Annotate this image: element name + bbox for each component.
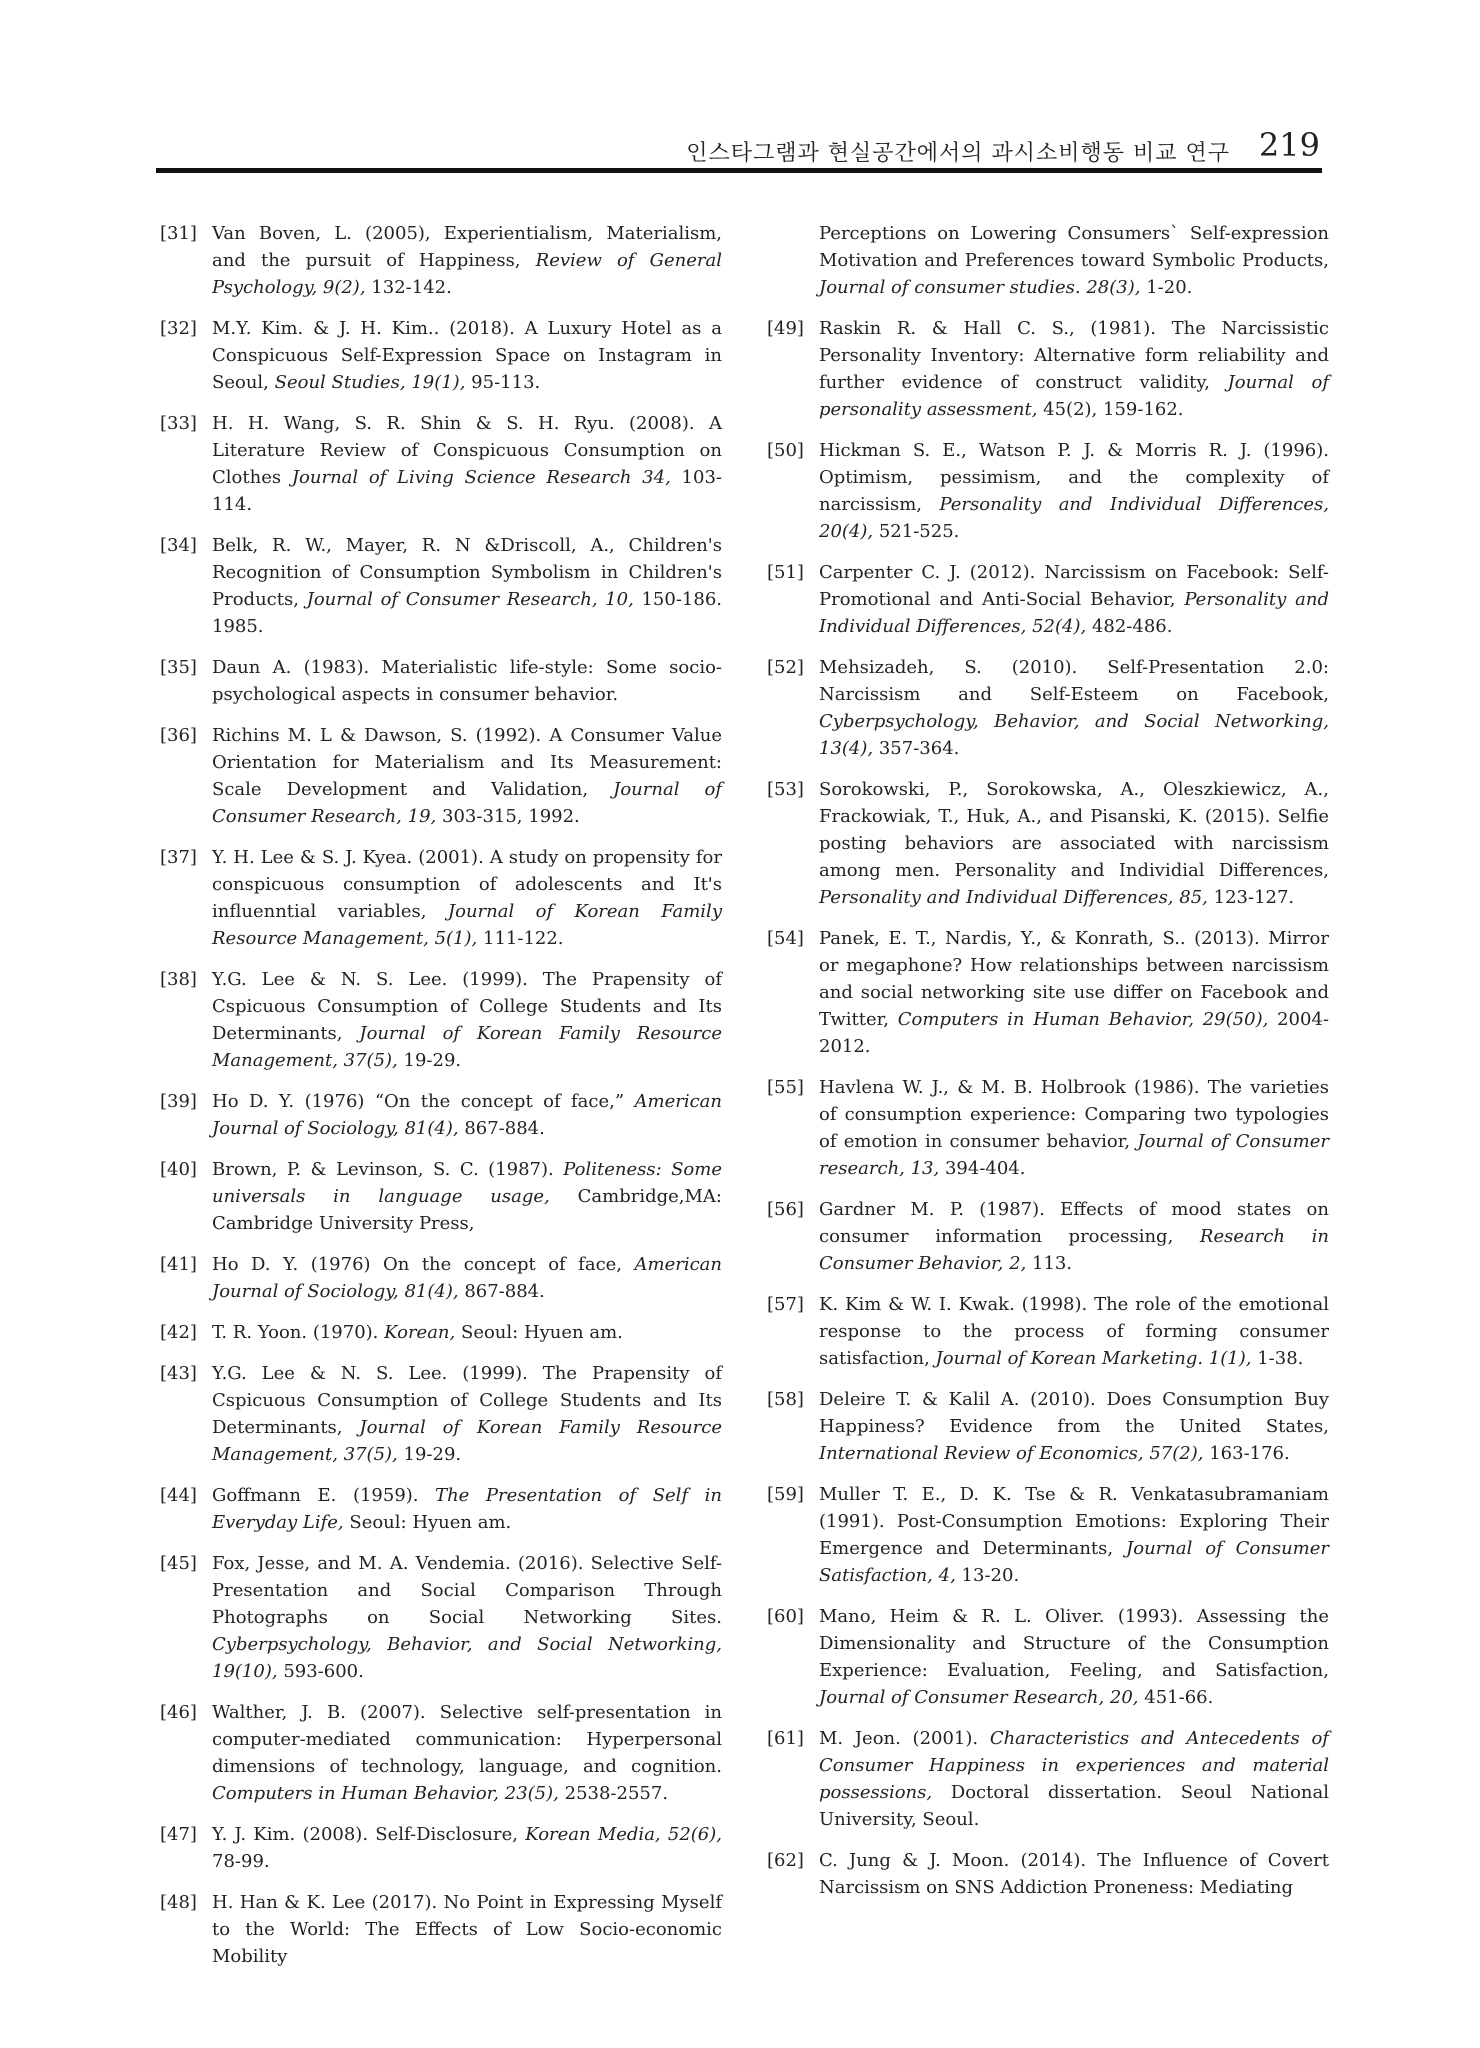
reference-text (819, 315, 1329, 423)
reference-journal: Review of General Psychology, 9(2), (212, 250, 722, 298)
reference-text (819, 1725, 1329, 1833)
reference-journal: Journal of Consumer Research, 19, (212, 779, 722, 827)
reference-text (819, 1196, 1329, 1277)
reference-citation: Sorokowski, P., Sorokowska, A., Oleszkiewicz, A., Frackowiak, T., Huk, A., and Pisanski, K. (2015). Selfie posting behaviors are associated with narcissism among men. Personality and Individial Differences, (819, 779, 1329, 881)
reference-entry (160, 722, 722, 830)
reference-citation: Muller T. E., D. K. Tse & R. Venkatasubramaniam (1991). Post-Consumption Emotions: Exploring Their Emergence and Determinants, (819, 1484, 1329, 1559)
reference-journal: Politeness: Some universals in language usage, (212, 1159, 722, 1207)
reference-text (819, 1074, 1329, 1182)
reference-journal: Korean Media, 52(6), (525, 1824, 722, 1845)
reference-citation: Panek, E. T., Nardis, Y., & Konrath, S.. (2013). Mirror or megaphone? How relationships between narcissism and social networking site use differ on Facebook and Twitter, (819, 928, 1329, 1030)
reference-citation: Mehsizadeh, S. (2010). Self-Presentation 2.0: Narcissism and Self-Esteem on Facebook, (819, 657, 1329, 705)
reference-citation: Y. H. Lee & S. J. Kyea. (2001). A study on propensity for conspicuous consumption of adolescents and It's influenntial variables, (212, 847, 722, 922)
reference-number: [53] (767, 779, 804, 800)
reference-pages: 303-315, 1992. (442, 806, 580, 827)
reference-citation: Carpenter C. J. (2012). Narcissism on Facebook: Self-Promotional and Anti-Social Behavior, (819, 562, 1329, 610)
reference-journal: Computers in Human Behavior, 29(50), (897, 1009, 1269, 1030)
reference-entry (767, 1603, 1329, 1711)
reference-number: [39] (160, 1091, 197, 1112)
reference-pages: Seoul: Hyuen am. (460, 1322, 623, 1343)
reference-pages: 132-142. (371, 277, 452, 298)
reference-entry (160, 654, 722, 708)
reference-text (212, 315, 722, 396)
reference-journal: Journal of consumer studies. 28(3), (819, 277, 1141, 298)
reference-entry (160, 1360, 722, 1468)
reference-entry (160, 532, 722, 640)
reference-journal: Personality and Individual Differences, 85, (819, 887, 1208, 908)
reference-journal: Seoul Studies, 19(1), (274, 372, 466, 393)
reference-pages: 113. (1032, 1253, 1073, 1274)
reference-number: [40] (160, 1159, 197, 1180)
reference-pages: 111-122. (483, 928, 564, 949)
reference-citation: Y. J. Kim. (2008). Self-Disclosure, (212, 1824, 519, 1845)
reference-entry (160, 1482, 722, 1536)
reference-journal: Journal of Consumer Research, 10, (306, 589, 634, 610)
reference-text (212, 844, 722, 952)
reference-journal: American Journal of Sociology, 81(4), (212, 1091, 722, 1139)
reference-journal: Journal of Consumer Satisfaction, 4, (819, 1538, 1329, 1586)
reference-citation: Gardner M. P. (1987). Effects of mood states on consumer information processing, (819, 1199, 1329, 1247)
reference-entry (767, 925, 1329, 1060)
reference-entry (160, 1156, 722, 1237)
reference-number: [57] (767, 1294, 804, 1315)
reference-text (819, 559, 1329, 640)
reference-text (819, 1481, 1329, 1589)
reference-pages: 1-20. (1146, 277, 1193, 298)
reference-number: [56] (767, 1199, 804, 1220)
reference-entry (160, 966, 722, 1074)
reference-citation: Belk, R. W., Mayer, R. N &Driscoll, A., Children's Recognition of Consumption Symbolism in Children's Products, (212, 535, 722, 610)
reference-number: [58] (767, 1389, 804, 1410)
reference-number: [38] (160, 969, 197, 990)
reference-text (819, 776, 1329, 911)
reference-pages: 19-29. (403, 1050, 462, 1071)
reference-text (819, 654, 1329, 762)
reference-pages: 1-38. (1257, 1348, 1304, 1369)
reference-number: [55] (767, 1077, 804, 1098)
reference-citation: H. H. Wang, S. R. Shin & S. H. Ryu. (2008). A Literature Review of Conspicuous Consumption on Clothes (212, 413, 722, 488)
reference-citation: Brown, P. & Levinson, S. C. (1987). (212, 1159, 554, 1180)
reference-journal: Research in Consumer Behavior, 2, (819, 1226, 1329, 1274)
reference-journal: Korean, (384, 1322, 456, 1343)
reference-number: [60] (767, 1606, 804, 1627)
reference-entry (160, 1699, 722, 1807)
reference-citation: Havlena W. J., & M. B. Holbrook (1986). The varieties of consumption experience: Comparing two typologies of emotion in consumer behavior, (819, 1077, 1329, 1152)
reference-pages: 163-176. (1209, 1443, 1290, 1464)
reference-text (212, 1319, 722, 1346)
reference-journal: Personality and Individual Differences, 20(4), (819, 494, 1329, 542)
reference-pages: 521-525. (878, 521, 960, 542)
reference-text (212, 410, 722, 518)
reference-text (212, 1550, 722, 1685)
reference-journal: Personality and Individual Differences, 52(4), (819, 589, 1329, 637)
reference-text (212, 1482, 722, 1536)
reference-citation: Hickman S. E., Watson P. J. & Morris R. J. (1996). Optimism, pessimism, and the complexity of narcissism, (819, 440, 1329, 515)
reference-citation: Deleire T. & Kalil A. (2010). Does Consumption Buy Happiness? Evidence from the United States, (819, 1389, 1329, 1437)
reference-journal: Cyberpsychology, Behavior, and Social Networking, 13(4), (819, 711, 1329, 759)
reference-entry (767, 1386, 1329, 1467)
reference-entry (767, 1074, 1329, 1182)
reference-citation: H. Han & K. Lee (2017). No Point in Expressing Myself to the World: The Effects of Low Socio-economic Mobility (212, 1892, 722, 1967)
reference-citation: M.Y. Kim. & J. H. Kim.. (2018). A Luxury Hotel as a Conspicuous Self-Expression Space on Instagram in Seoul, (212, 318, 722, 393)
reference-text (819, 220, 1329, 301)
reference-citation: K. Kim & W. I. Kwak. (1998). The role of the emotional response to the process of forming consumer satisfaction, (819, 1294, 1329, 1369)
reference-text (212, 532, 722, 640)
reference-number: [32] (160, 318, 197, 339)
reference-pages: Doctoral dissertation. Seoul National University, Seoul. (819, 1782, 1329, 1830)
reference-journal: Journal of personality assessment, (819, 372, 1329, 420)
reference-pages: Cambridge,MA: Cambridge University Press, (212, 1186, 722, 1234)
reference-number: [44] (160, 1485, 197, 1506)
reference-text (819, 1847, 1329, 1901)
reference-journal: Journal of Consumer research, 13, (819, 1131, 1329, 1179)
reference-text (819, 1603, 1329, 1711)
reference-citation: Richins M. L & Dawson, S. (1992). A Consumer Value Orientation for Materialism and Its Measurement: Scale Development and Validation, (212, 725, 722, 800)
reference-journal: Journal of Korean Marketing. 1(1), (935, 1348, 1252, 1369)
reference-citation: Mano, Heim & R. L. Oliver. (1993). Assessing the Dimensionality and Structure of the Consumption Experience: Evaluation, Feeling, and Satisfaction, (819, 1606, 1329, 1681)
reference-entry (767, 1481, 1329, 1589)
reference-number: [42] (160, 1322, 197, 1343)
reference-entry (767, 654, 1329, 762)
reference-citation: Y.G. Lee & N. S. Lee. (1999). The Prapensity of Cspicuous Consumption of College Students and Its Determinants, (212, 1363, 722, 1438)
right-column (767, 220, 1329, 1915)
reference-journal: Journal of Living Science Research 34, (291, 467, 671, 488)
reference-entry (767, 315, 1329, 423)
reference-journal: Computers in Human Behavior, 23(5), (212, 1783, 559, 1804)
reference-journal: The Presentation of Self in Everyday Life, (212, 1485, 722, 1533)
reference-journal: Characteristics and Antecedents of Consumer Happiness in experiences and material possessions, (819, 1728, 1329, 1803)
reference-text (212, 654, 722, 708)
reference-citation: Perceptions on Lowering Consumers` Self-expression Motivation and Preferences toward Symbolic Products, (819, 223, 1329, 271)
reference-citation: M. Jeon. (2001). (819, 1728, 979, 1749)
reference-citation: Daun A. (1983). Materialistic life-style: Some socio-psychological aspects in consumer behavior. (212, 657, 722, 705)
reference-pages: 103-114. (212, 467, 722, 515)
reference-pages: 19-29. (403, 1444, 462, 1465)
header-rule (156, 168, 1322, 173)
reference-entry (160, 1889, 722, 1970)
reference-pages: 45(2), 159-162. (1043, 399, 1184, 420)
reference-number: [46] (160, 1702, 197, 1723)
reference-citation: T. R. Yoon. (1970). (212, 1322, 379, 1343)
reference-number: [37] (160, 847, 197, 868)
reference-text (819, 1291, 1329, 1372)
reference-pages: 451-66. (1144, 1687, 1214, 1708)
reference-number: [51] (767, 562, 804, 583)
reference-entry (767, 1847, 1329, 1901)
reference-citation: Raskin R. & Hall C. S., (1981). The Narcissistic Personality Inventory: Alternative form reliability and further evidence of construct validity, (819, 318, 1329, 393)
reference-pages: 482-486. (1091, 616, 1173, 637)
reference-journal: Journal of Korean Family Resource Management, 37(5), (212, 1417, 722, 1465)
reference-pages: 394-404. (944, 1158, 1026, 1179)
reference-pages: 123-127. (1213, 887, 1295, 908)
reference-pages: Seoul: Hyuen am. (349, 1512, 512, 1533)
reference-pages: 867-884. (464, 1281, 545, 1302)
reference-number: [47] (160, 1824, 197, 1845)
reference-number: [49] (767, 318, 804, 339)
reference-journal: Journal of Consumer Research, 20, (819, 1687, 1139, 1708)
reference-entry (160, 844, 722, 952)
reference-text (819, 437, 1329, 545)
reference-number: [34] (160, 535, 197, 556)
reference-text (819, 1386, 1329, 1467)
reference-text (819, 925, 1329, 1060)
left-column (160, 220, 722, 1984)
reference-entry (767, 1725, 1329, 1833)
reference-pages: 593-600. (283, 1661, 364, 1682)
reference-pages: 150-186. 1985. (212, 589, 723, 637)
reference-citation: Goffmann E. (1959). (212, 1485, 419, 1506)
reference-pages: 13-20. (961, 1565, 1020, 1586)
reference-text (212, 220, 722, 301)
reference-citation: Van Boven, L. (2005), Experientialism, Materialism, and the pursuit of Happiness, (212, 223, 722, 271)
reference-pages: 95-113. (471, 372, 541, 393)
reference-entry (160, 1821, 722, 1875)
reference-citation: Walther, J. B. (2007). Selective self-presentation in computer-mediated communication: Hyperpersonal dimensions of technology, language, and cognition. (212, 1702, 722, 1777)
reference-entry (767, 1291, 1329, 1372)
reference-journal: Cyberpsychology, Behavior, and Social Networking, 19(10), (212, 1634, 722, 1682)
reference-number: [45] (160, 1553, 197, 1574)
reference-pages: 867-884. (464, 1118, 545, 1139)
reference-number: [35] (160, 657, 197, 678)
reference-text (212, 1088, 722, 1142)
reference-citation: Ho D. Y. (1976) “On the concept of face,” (212, 1091, 625, 1112)
reference-citation: Y.G. Lee & N. S. Lee. (1999). The Prapensity of Cspicuous Consumption of College Students and Its Determinants, (212, 969, 722, 1044)
reference-journal: International Review of Economics, 57(2), (819, 1443, 1204, 1464)
reference-text (212, 966, 722, 1074)
reference-number: [43] (160, 1363, 197, 1384)
reference-number: [31] (160, 223, 197, 244)
reference-entry (819, 220, 1329, 301)
running-header (158, 128, 1320, 172)
reference-entry (160, 315, 722, 396)
reference-journal: Journal of Korean Family Resource Management, 5(1), (212, 901, 722, 949)
reference-text (212, 1360, 722, 1468)
reference-number: [59] (767, 1484, 804, 1505)
reference-text (212, 1889, 722, 1970)
reference-journal: Journal of Korean Family Resource Management, 37(5), (212, 1023, 722, 1071)
reference-text (212, 722, 722, 830)
reference-entry (767, 776, 1329, 911)
reference-text (212, 1251, 722, 1305)
page-number: 219 (1258, 126, 1320, 164)
reference-pages: 78-99. (212, 1851, 270, 1872)
reference-number: [52] (767, 657, 804, 678)
reference-number: [36] (160, 725, 197, 746)
reference-number: [33] (160, 413, 197, 434)
reference-entry (767, 437, 1329, 545)
reference-citation: Fox, Jesse, and M. A. Vendemia. (2016). Selective Self-Presentation and Social Comparison Through Photographs on Social Networking Sites. (212, 1553, 722, 1628)
reference-journal: American Journal of Sociology, 81(4), (212, 1254, 722, 1302)
reference-entry (160, 1088, 722, 1142)
reference-citation: C. Jung & J. Moon. (2014). The Influence of Covert Narcissism on SNS Addiction Proneness: Mediating (819, 1850, 1329, 1898)
reference-text (212, 1821, 722, 1875)
reference-entry (767, 1196, 1329, 1277)
reference-number: [41] (160, 1254, 197, 1275)
reference-number: [54] (767, 928, 804, 949)
reference-entry (160, 1251, 722, 1305)
reference-entry (160, 1550, 722, 1685)
reference-text (212, 1699, 722, 1807)
reference-entry (160, 410, 722, 518)
reference-number: [50] (767, 440, 804, 461)
header-title: 인스타그램과 현실공간에서의 과시소비행동 비교 연구 (686, 141, 1230, 166)
reference-pages: 2538-2557. (564, 1783, 669, 1804)
reference-pages: 357-364. (878, 738, 960, 759)
reference-pages: 2004-2012. (819, 1009, 1329, 1057)
reference-number: [48] (160, 1892, 197, 1913)
reference-text (212, 1156, 722, 1237)
reference-number: [62] (767, 1850, 804, 1871)
reference-number: [61] (767, 1728, 804, 1749)
reference-citation: Ho D. Y. (1976) On the concept of face, (212, 1254, 623, 1275)
reference-entry (767, 559, 1329, 640)
reference-entry (160, 220, 722, 301)
reference-entry (160, 1319, 722, 1346)
